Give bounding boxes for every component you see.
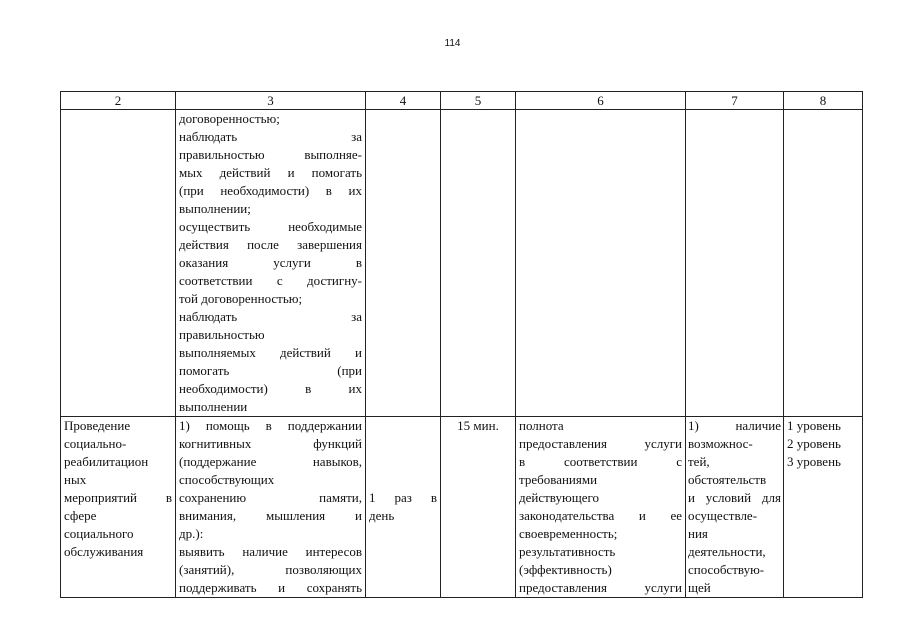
header-row <box>61 92 863 110</box>
text-line: сфере <box>64 508 97 523</box>
text-line: когнитивных функций <box>179 436 362 451</box>
text-line: ных <box>64 472 87 487</box>
text-line: оказания услуги в <box>179 255 362 270</box>
cell-duration: 15 мин. <box>441 417 516 598</box>
text-line: ния <box>688 526 708 541</box>
text-line: действия после завершения <box>179 237 362 252</box>
text-line: внимания, мышления и <box>179 508 362 523</box>
text-line: выявить наличие интересов <box>179 544 362 559</box>
cell-service-description <box>176 110 366 417</box>
cell-service-description <box>176 417 366 598</box>
cell-service-name <box>61 417 176 598</box>
text-line: Проведение <box>64 418 131 433</box>
text-line: результативность <box>519 544 616 559</box>
text-line: социально- <box>64 436 127 451</box>
text-line: действующего <box>519 490 599 505</box>
text-line: день <box>369 508 395 523</box>
text-line: возможнос- <box>688 436 753 451</box>
cell-quality-criteria <box>516 110 686 417</box>
text-line: 1) помощь в поддержании <box>179 418 362 433</box>
text-line: законодательства и ее <box>519 508 682 523</box>
table-row <box>61 110 863 417</box>
cell-level <box>784 417 863 598</box>
text-line: своевременность; <box>519 526 618 541</box>
text-line: социального <box>64 526 134 541</box>
text-line: реабилитацион <box>64 454 149 469</box>
cell-conditions <box>686 110 784 417</box>
text-line: 2 уровень <box>787 436 841 451</box>
text-line: тей, <box>688 454 710 469</box>
cell-quality-criteria <box>516 417 686 598</box>
text-line: полнота <box>519 418 564 433</box>
text-line: сохранению памяти, <box>179 490 362 505</box>
text-line: деятельности, <box>688 544 766 559</box>
header-col-5: 5 <box>441 92 516 110</box>
text-line: др.): <box>179 526 204 541</box>
service-table <box>60 91 863 598</box>
text-line: 3 уровень <box>787 454 841 469</box>
text-line: 1 раз в <box>369 490 437 505</box>
text-line: выполнении; <box>179 201 251 216</box>
text-line: способствую- <box>688 562 765 577</box>
page-number: 114 <box>444 38 461 49</box>
text-line: правильностью выполняе- <box>179 147 362 162</box>
text-line: предоставления услуги <box>519 580 682 595</box>
text-line: и условий для <box>688 490 781 505</box>
text-line: предоставления услуги <box>519 436 682 451</box>
text-line: требованиями <box>519 472 598 487</box>
text-line: поддерживать и сохранять <box>179 580 362 595</box>
text-line: 1 уровень <box>787 418 841 433</box>
header-col-3: 3 <box>176 92 366 110</box>
text-line: (занятий), позволяющих <box>179 562 362 577</box>
text-line: правильностью <box>179 327 265 342</box>
header-col-7: 7 <box>686 92 784 110</box>
text-line: в соответствии с <box>519 454 682 469</box>
cell-frequency <box>366 110 441 417</box>
text-line: договоренностью; <box>179 111 280 126</box>
text-line: наблюдать за <box>179 129 362 144</box>
header-col-8: 8 <box>784 92 863 110</box>
text-line: обстоятельств <box>688 472 767 487</box>
header-col-6: 6 <box>516 92 686 110</box>
text-line: осуществле- <box>688 508 758 523</box>
text-line: необходимости) в их <box>179 381 362 396</box>
table-row <box>61 417 863 598</box>
cell-service-name <box>61 110 176 417</box>
text-line: обслуживания <box>64 544 144 559</box>
text-line: (при необходимости) в их <box>179 183 362 198</box>
cell-level <box>784 110 863 417</box>
text-line: (эффективность) <box>519 562 612 577</box>
text-line: мых действий и помогать <box>179 165 362 180</box>
text-line: помогать (при <box>179 363 362 378</box>
text-line: соответствии с достигну- <box>179 273 362 288</box>
text-line: способствующих <box>179 472 275 487</box>
cell-frequency <box>366 417 441 598</box>
text-line: той договоренностью; <box>179 291 303 306</box>
header-col-2: 2 <box>61 92 176 110</box>
header-col-4: 4 <box>366 92 441 110</box>
text-line: наблюдать за <box>179 309 362 324</box>
cell-duration <box>441 110 516 417</box>
text-line: выполняемых действий и <box>179 345 362 360</box>
text-line: 1) наличие <box>688 418 781 433</box>
text-line: щей <box>688 580 711 595</box>
text-line: (поддержание навыков, <box>179 454 362 469</box>
cell-conditions <box>686 417 784 598</box>
text-line: мероприятий в <box>64 490 172 505</box>
text-line: выполнении <box>179 399 248 414</box>
text-line: осуществить необходимые <box>179 219 362 234</box>
